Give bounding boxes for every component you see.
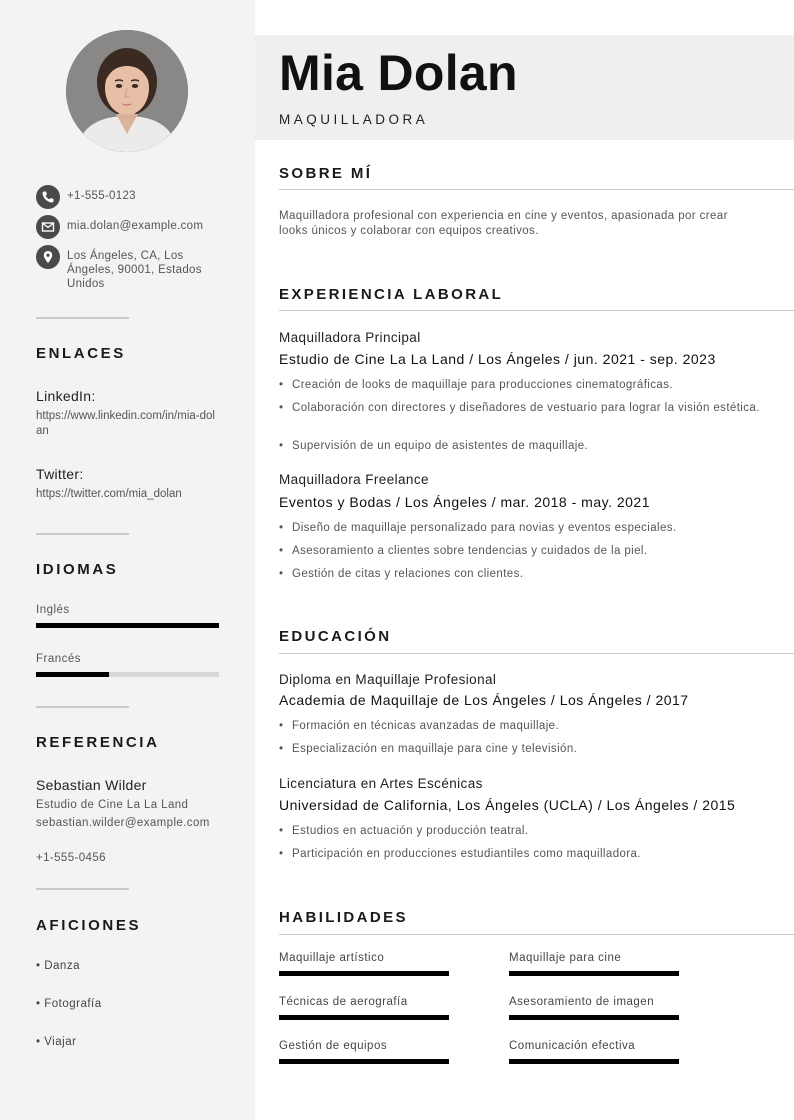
- about-text: Maquilladora profesional con experiencia en cine y eventos, apasionada por crear looks únicos y colaborar con equipos creativos.: [279, 210, 728, 237]
- email-text: mia.dolan@example.com: [67, 220, 204, 232]
- address-text: Los Ángeles, CA, Los Ángeles, 90001, Estados Unidos: [67, 250, 202, 290]
- contact-phone: [36, 185, 226, 209]
- divider: [36, 888, 129, 890]
- section-rule: [279, 189, 794, 190]
- education-degree: Diploma en Maquillaje Profesional: [279, 672, 497, 687]
- twitter-label: Twitter:: [36, 466, 84, 482]
- reference-company: Estudio de Cine La La Land: [36, 799, 189, 811]
- section-rule: [279, 934, 794, 935]
- skill-bar: [509, 971, 679, 976]
- mail-icon: [36, 215, 60, 239]
- skill-bar: [509, 1059, 679, 1064]
- experience-bullet: • Asesoramiento a clientes sobre tendencias y cuidados de la piel.: [279, 544, 769, 559]
- education-bullet: • Formación en técnicas avanzadas de maquillaje.: [279, 719, 769, 734]
- divider: [36, 317, 129, 319]
- skill-bar: [279, 1015, 449, 1020]
- reference-email: sebastian.wilder@example.com: [36, 817, 210, 829]
- experience-role: Maquilladora Freelance: [279, 472, 429, 487]
- hobby-item: • Fotografía: [36, 998, 102, 1010]
- sidebar: [0, 0, 255, 1120]
- language-name: Inglés: [36, 604, 70, 616]
- skill-name: Técnicas de aerografía: [279, 996, 408, 1008]
- skill-name: Comunicación efectiva: [509, 1040, 636, 1052]
- links-heading: ENLACES: [36, 345, 126, 362]
- experience-role: Maquilladora Principal: [279, 330, 421, 345]
- divider: [36, 706, 129, 708]
- skill-bar: [279, 971, 449, 976]
- education-school: Universidad de California, Los Ángeles (UCLA) / Los Ángeles / 2015: [279, 797, 736, 813]
- location-pin-icon: [36, 245, 60, 269]
- section-rule: [279, 653, 794, 654]
- contact-address: [36, 245, 226, 291]
- experience-bullet: • Creación de looks de maquillaje para producciones cinematográficas.: [279, 378, 769, 393]
- reference-heading: REFERENCIA: [36, 734, 160, 751]
- skills-heading: HABILIDADES: [279, 909, 408, 926]
- reference-phone: +1-555-0456: [36, 852, 106, 864]
- experience-bullet: • Colaboración con directores y diseñadores de vestuario para lograr la visión estética.: [279, 401, 769, 416]
- experience-bullet: • Gestión de citas y relaciones con clientes.: [279, 567, 769, 582]
- skill-name: Gestión de equipos: [279, 1040, 388, 1052]
- education-degree: Licenciatura en Artes Escénicas: [279, 776, 483, 791]
- hobbies-heading: AFICIONES: [36, 917, 142, 934]
- skill-bar: [509, 1015, 679, 1020]
- linkedin-label: LinkedIn:: [36, 388, 96, 404]
- about-heading: SOBRE MÍ: [279, 165, 373, 182]
- avatar: [66, 30, 188, 152]
- linkedin-url[interactable]: https://www.linkedin.com/in/mia-dolan: [36, 410, 215, 437]
- reference-name: Sebastian Wilder: [36, 777, 147, 793]
- full-name: Mia Dolan: [279, 45, 518, 101]
- language-level-bar: [36, 623, 219, 628]
- hobby-item: • Danza: [36, 960, 80, 972]
- experience-bullet: • Supervisión de un equipo de asistentes de maquillaje.: [279, 439, 769, 454]
- section-rule: [279, 310, 794, 311]
- experience-heading: EXPERIENCIA LABORAL: [279, 286, 504, 303]
- language-name: Francés: [36, 653, 82, 665]
- skill-name: Maquillaje artístico: [279, 952, 385, 964]
- hobby-item: • Viajar: [36, 1036, 77, 1048]
- phone-icon: [36, 185, 60, 209]
- main-content: [255, 0, 794, 1120]
- education-heading: EDUCACIÓN: [279, 628, 392, 645]
- education-bullet: • Especialización en maquillaje para cine y televisión.: [279, 742, 769, 757]
- twitter-url[interactable]: https://twitter.com/mia_dolan: [36, 488, 182, 500]
- education-school: Academia de Maquillaje de Los Ángeles / Los Ángeles / 2017: [279, 692, 689, 708]
- education-bullet: • Participación en producciones estudiantiles como maquilladora.: [279, 847, 769, 862]
- job-title: MAQUILLADORA: [279, 112, 429, 127]
- divider: [36, 533, 129, 535]
- phone-text: +1-555-0123: [67, 190, 136, 202]
- language-level-bar: [36, 672, 219, 677]
- education-bullet: • Estudios en actuación y producción teatral.: [279, 824, 769, 839]
- experience-bullet: • Diseño de maquillaje personalizado para novias y eventos especiales.: [279, 521, 769, 536]
- contact-email: [36, 215, 226, 239]
- skill-name: Asesoramiento de imagen: [509, 996, 655, 1008]
- experience-org: Estudio de Cine La La Land / Los Ángeles / jun. 2021 - sep. 2023: [279, 351, 716, 367]
- experience-org: Eventos y Bodas / Los Ángeles / mar. 2018 - may. 2021: [279, 494, 650, 510]
- languages-heading: IDIOMAS: [36, 561, 119, 578]
- skill-name: Maquillaje para cine: [509, 952, 622, 964]
- skill-bar: [279, 1059, 449, 1064]
